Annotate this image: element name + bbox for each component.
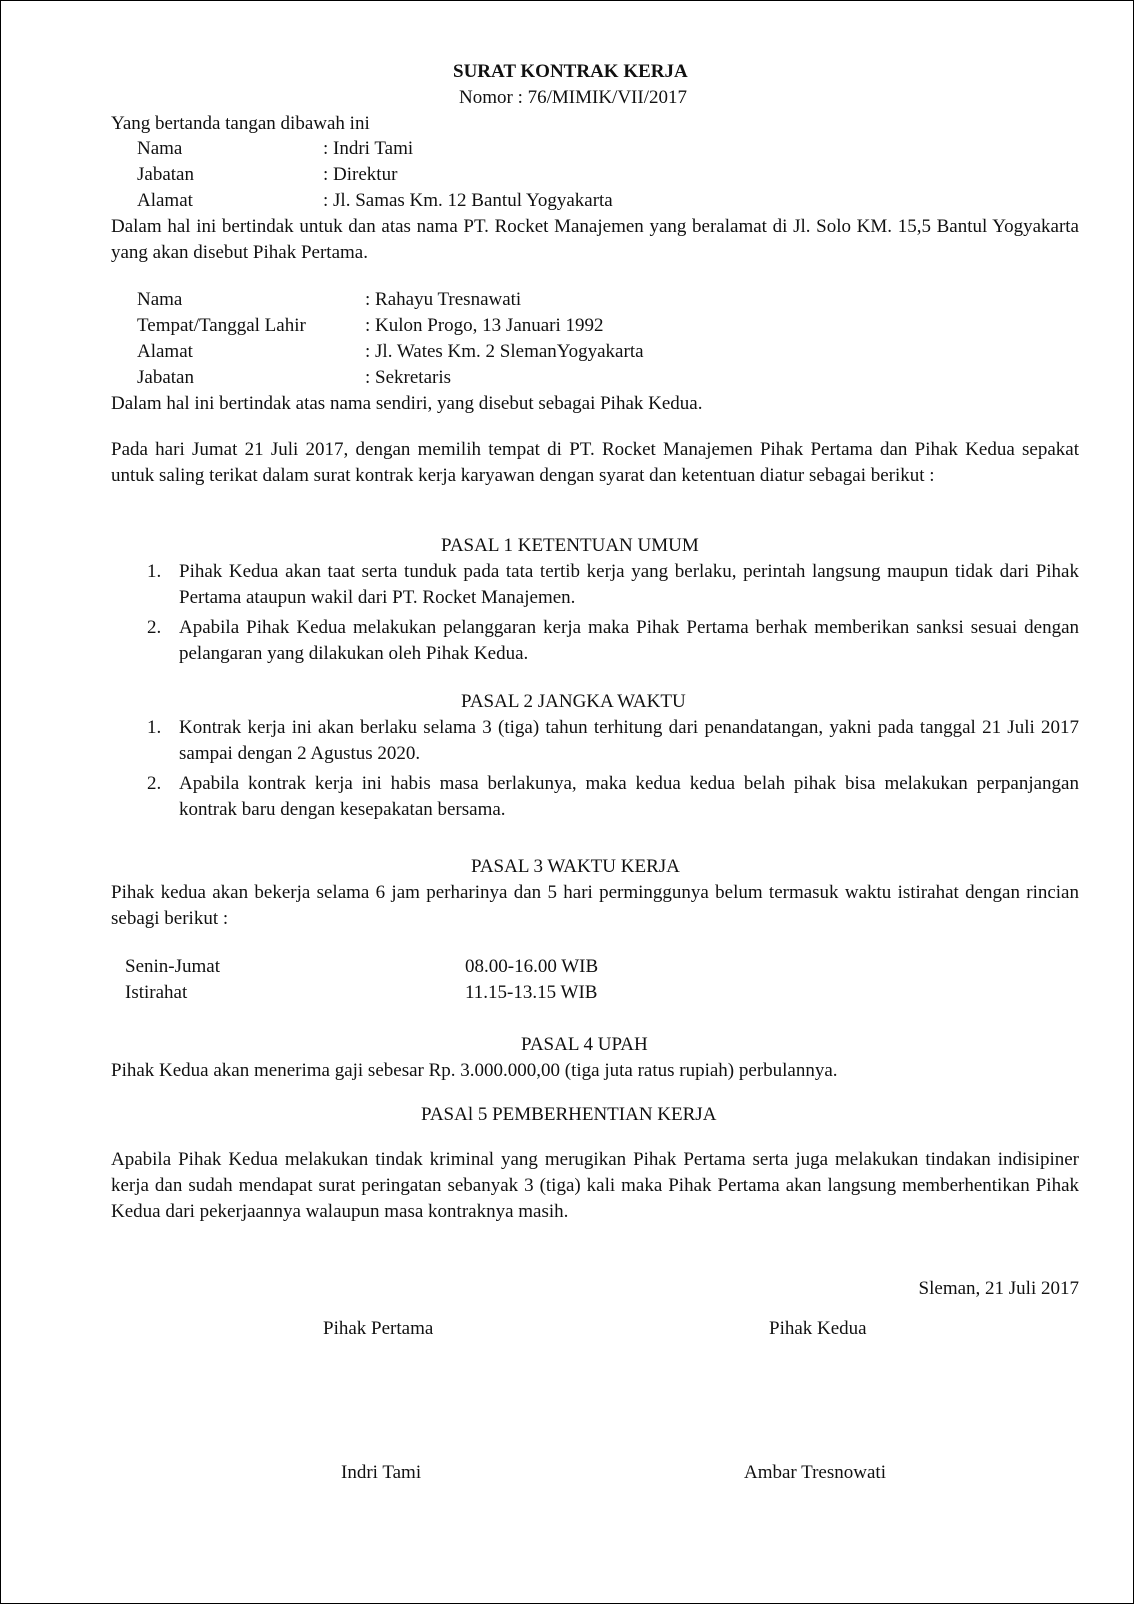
list-number: 2. [147, 773, 162, 794]
field-value: : Jl. Wates Km. 2 SlemanYogyakarta [365, 341, 644, 362]
list-item-text: Kontrak kerja ini akan berlaku selama 3 (tiga) tahun terhitung dari penandatangan, yakni pada tanggal 21 Juli 2017 sampai dengan 2 Agustus 2020. [179, 717, 1079, 764]
field-label: Jabatan [137, 164, 194, 185]
pasal-5-heading: PASAl 5 PEMBERHENTIAN KERJA [421, 1104, 717, 1125]
party-2-label: Pihak Kedua [769, 1318, 867, 1339]
field-label: Jabatan [137, 367, 194, 388]
party-1-name: Indri Tami [341, 1462, 422, 1483]
intro-text: Yang bertanda tangan dibawah ini [111, 113, 370, 134]
list-item-text: Apabila kontrak kerja ini habis masa berlakunya, maka kedua kedua belah pihak bisa melakukan perpanjangan kontrak baru dengan kesepakatan bersama. [179, 773, 1079, 820]
pasal-4-text: Pihak Kedua akan menerima gaji sebesar Rp. 3.000.000,00 (tiga juta ratus rupiah) perbulannya. [111, 1060, 838, 1081]
field-value: : Sekretaris [365, 367, 452, 388]
list-item-text: Pihak Kedua akan taat serta tunduk pada tata tertib kerja yang berlaku, perintah langsung maupun tidak dari Pihak Pertama ataupun wakil dari PT. Rocket Manajemen. [179, 561, 1079, 608]
pasal-5-text: Apabila Pihak Kedua melakukan tindak kriminal yang merugikan Pihak Pertama serta juga melakukan tindakan indisipiner kerja dan sudah mendapat surat peringatan sebanyak 3 (tiga) kali maka Pihak Pertama akan langsung memberhentikan Pihak Kedua dari pekerjaannya walaupun masa kontraknya masih. [111, 1149, 1079, 1222]
field-label: Alamat [137, 190, 193, 211]
list-item-text: Apabila Pihak Kedua melakukan pelanggaran kerja maka Pihak Pertama berhak memberikan sanksi sesuai dengan pelangaran yang dilakukan oleh Pihak Kedua. [179, 617, 1079, 664]
field-value: : Indri Tami [323, 138, 414, 159]
pasal-2-heading: PASAL 2 JANGKA WAKTU [461, 691, 686, 712]
field-label: Nama [137, 289, 183, 310]
schedule-value: 08.00-16.00 WIB [465, 956, 599, 977]
pasal-3-text: Pihak kedua akan bekerja selama 6 jam perharinya dan 5 hari perminggunya belum termasuk waktu istirahat dengan rincian sebagi berikut : [111, 882, 1079, 929]
field-value: : Jl. Samas Km. 12 Bantul Yogyakarta [323, 190, 613, 211]
schedule-label: Senin-Jumat [125, 956, 220, 977]
party-2-name: Ambar Tresnowati [744, 1462, 886, 1483]
party-1-label: Pihak Pertama [323, 1318, 434, 1339]
field-value: : Kulon Progo, 13 Januari 1992 [365, 315, 604, 336]
schedule-value: 11.15-13.15 WIB [465, 982, 598, 1003]
pihak-kedua-statement: Dalam hal ini bertindak atas nama sendiri, yang disebut sebagai Pihak Kedua. [111, 393, 703, 414]
field-label: Tempat/Tanggal Lahir [137, 315, 306, 336]
field-value: : Rahayu Tresnawati [365, 289, 522, 310]
field-label: Alamat [137, 341, 193, 362]
opening-paragraph: Pada hari Jumat 21 Juli 2017, dengan memilih tempat di PT. Rocket Manajemen Pihak Pertama dan Pihak Kedua sepakat untuk saling terikat dalam surat kontrak kerja karyawan dengan syarat dan ketentuan diatur sebagai berikut : [111, 439, 1079, 486]
schedule-label: Istirahat [125, 982, 188, 1003]
document-number: Nomor : 76/MIMIK/VII/2017 [459, 87, 687, 108]
field-label: Nama [137, 138, 183, 159]
pasal-1-heading: PASAL 1 KETENTUAN UMUM [441, 535, 699, 556]
pihak-pertama-statement: Dalam hal ini bertindak untuk dan atas nama PT. Rocket Manajemen yang beralamat di Jl. Solo KM. 15,5 Bantul Yogyakarta yang akan disebut Pihak Pertama. [111, 216, 1079, 263]
list-number: 1. [147, 561, 162, 582]
list-number: 2. [147, 617, 162, 638]
field-value: : Direktur [323, 164, 398, 185]
pasal-3-heading: PASAL 3 WAKTU KERJA [471, 856, 680, 877]
pasal-4-heading: PASAL 4 UPAH [521, 1034, 648, 1055]
place-date: Sleman, 21 Juli 2017 [918, 1278, 1079, 1299]
document-title: SURAT KONTRAK KERJA [453, 61, 688, 82]
list-number: 1. [147, 717, 162, 738]
